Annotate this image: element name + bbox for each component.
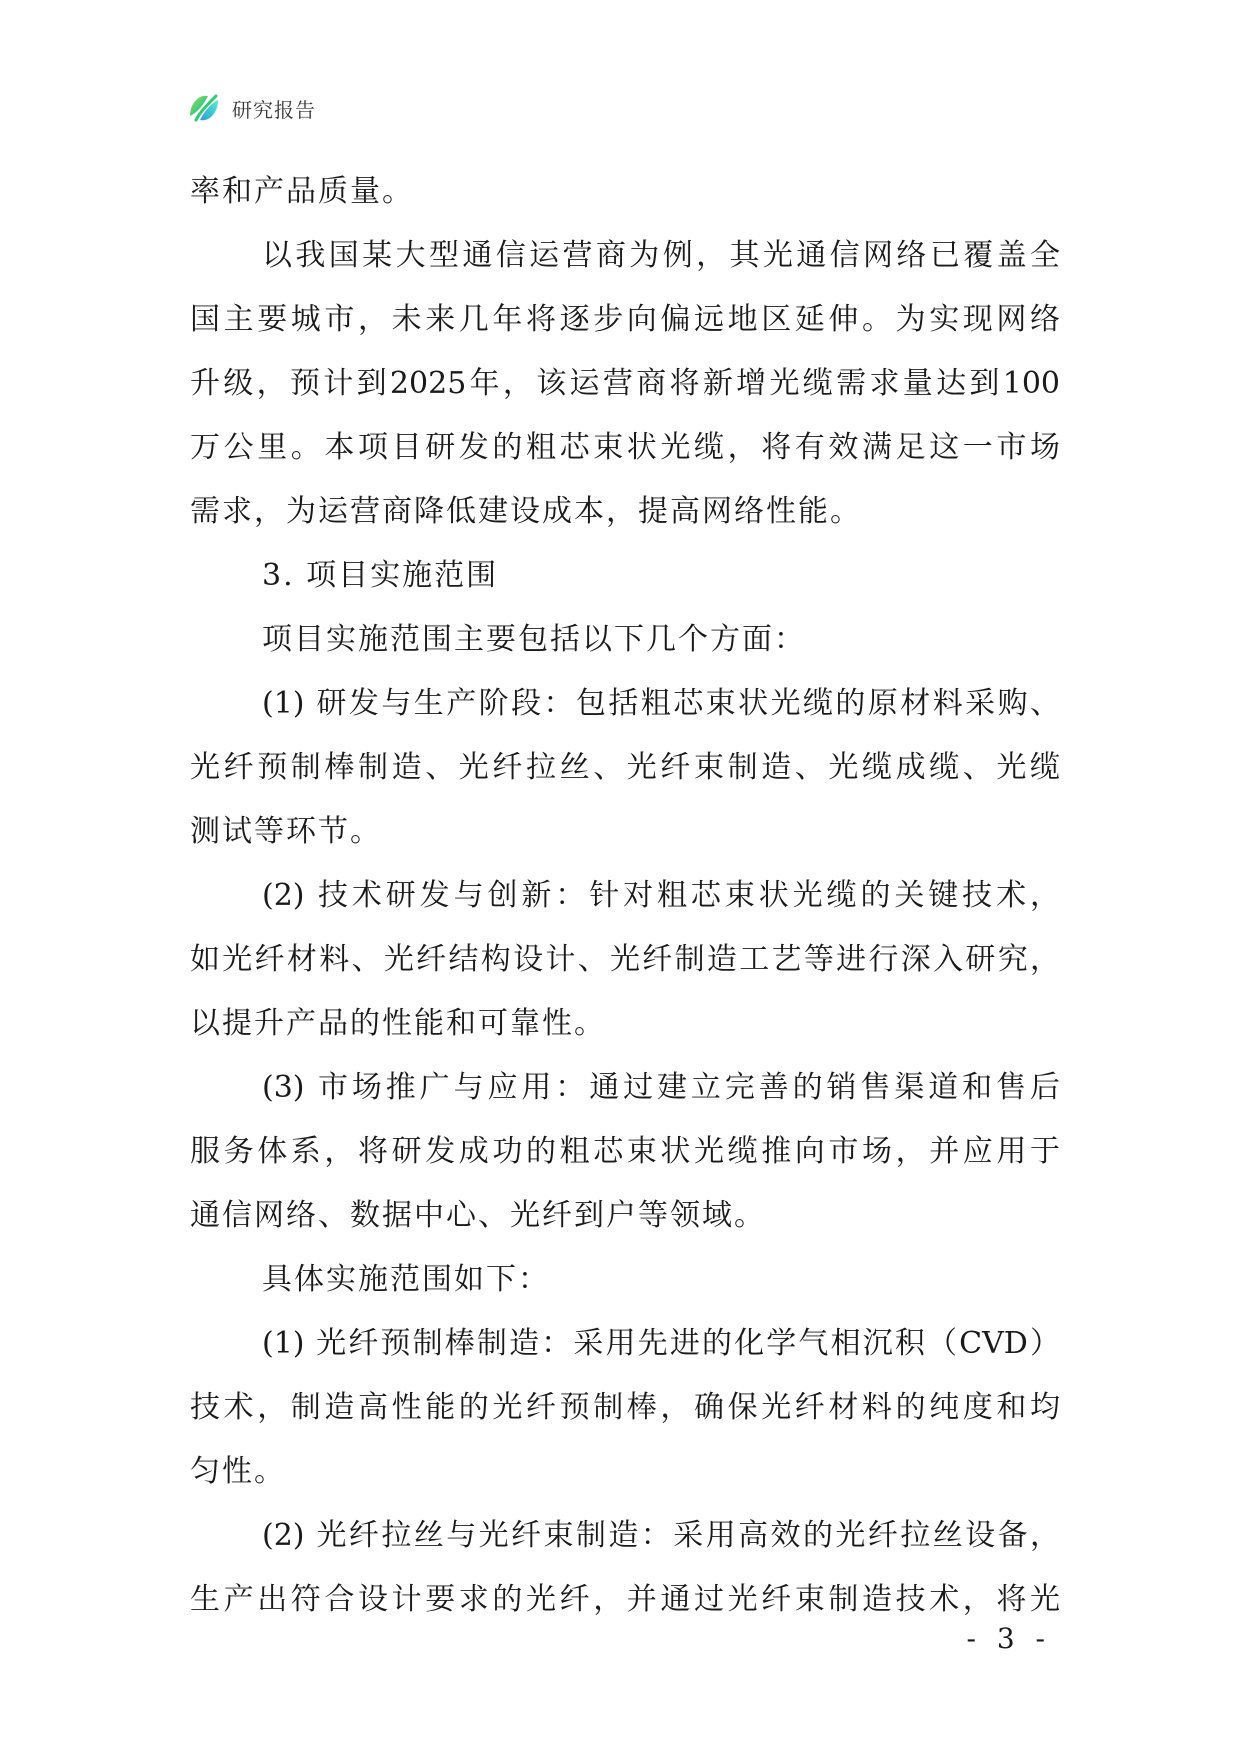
text-line: 如光纤材料、光纤结构设计、光纤制造工艺等进行深入研究， [190, 942, 1060, 977]
text-line: 测试等环节。 [190, 814, 382, 849]
text-line: (3) 市场推广与应用：通过建立完善的销售渠道和售后 [262, 1070, 1060, 1105]
text-line: 通信网络、数据中心、光纤到户等领域。 [190, 1198, 766, 1233]
text-line: 具体实施范围如下： [262, 1262, 550, 1297]
text-line: 升级，预计到2025年，该运营商将新增光缆需求量达到100 [190, 366, 1060, 401]
green-leaf-logo-icon [186, 90, 222, 126]
page-number: - 3 - [966, 1622, 1051, 1655]
text-line: 率和产品质量。 [190, 174, 414, 209]
text-line: 需求，为运营商降低建设成本，提高网络性能。 [190, 494, 862, 529]
text-line: (2) 光纤拉丝与光纤束制造：采用高效的光纤拉丝设备， [262, 1518, 1060, 1553]
text-line: (1) 研发与生产阶段：包括粗芯束状光缆的原材料采购、 [262, 686, 1060, 721]
text-line: 光纤预制棒制造、光纤拉丝、光纤束制造、光缆成缆、光缆 [190, 750, 1060, 785]
text-line: (2) 技术研发与创新：针对粗芯束状光缆的关键技术， [262, 878, 1060, 913]
section-heading: 3. 项目实施范围 [262, 558, 499, 593]
text-line: 匀性。 [190, 1454, 286, 1489]
text-line: 服务体系，将研发成功的粗芯束状光缆推向市场，并应用于 [190, 1134, 1060, 1169]
text-line: 以提升产品的性能和可靠性。 [190, 1006, 606, 1041]
document-body [190, 160, 1060, 1632]
header-title: 研究报告 [232, 97, 316, 122]
text-line: 以我国某大型通信运营商为例，其光通信网络已覆盖全 [262, 238, 1060, 273]
text-line: 技术，制造高性能的光纤预制棒，确保光纤材料的纯度和均 [190, 1390, 1060, 1425]
text-line: 项目实施范围主要包括以下几个方面： [262, 622, 806, 657]
text-line: 生产出符合设计要求的光纤，并通过光纤束制造技术，将光 [190, 1582, 1060, 1617]
text-line: 万公里。本项目研发的粗芯束状光缆，将有效满足这一市场 [190, 430, 1060, 465]
text-line: 国主要城市，未来几年将逐步向偏远地区延伸。为实现网络 [190, 302, 1060, 337]
page-header [186, 88, 316, 128]
text-line: (1) 光纤预制棒制造：采用先进的化学气相沉积（CVD） [262, 1326, 1060, 1361]
